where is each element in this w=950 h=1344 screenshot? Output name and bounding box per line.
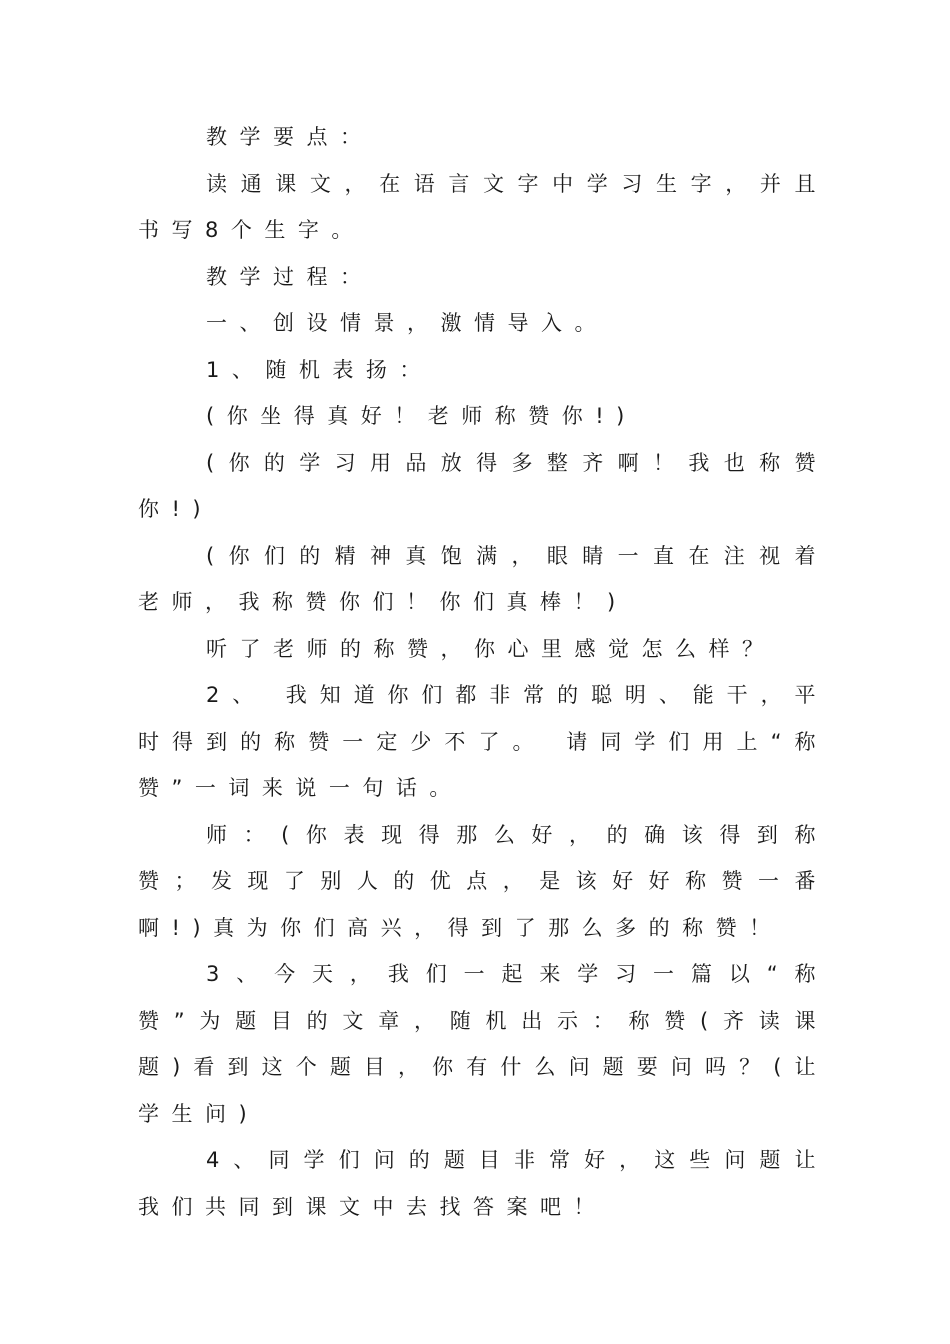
paragraph-teaching-points-content: 读通课文，在语言文字中学习生字，并且书写8个生字。 <box>138 171 828 242</box>
paragraph-step-3: 3、今天，我们一起来学习一篇以“称赞”为题目的文章，随机出示：称赞(齐读课题)看到这个题目，你有什么问题要问吗？(让学生问) <box>138 962 828 1126</box>
document-body <box>138 114 828 1230</box>
paragraph-step-1: 1、随机表扬： <box>206 357 433 382</box>
heading-teaching-process: 教学过程： <box>206 264 374 289</box>
heading-teaching-points: 教学要点： <box>206 125 374 149</box>
section-heading-introduction: 一、创设情景，激情导入。 <box>206 311 608 335</box>
paragraph-praise-1: (你坐得真好！老师称赞你!) <box>206 404 637 428</box>
paragraph-step-4: 4、同学们问的题目非常好，这些问题让我们共同到课文中去找答案吧！ <box>138 1148 828 1219</box>
paragraph-praise-3: (你们的精神真饱满，眼睛一直在注视着老师，我称赞你们！你们真棒！) <box>138 543 828 614</box>
paragraph-question-feeling: 听了老师的称赞，你心里感觉怎么样？ <box>206 636 776 661</box>
paragraph-praise-2: (你的学习用品放得多整齐啊！我也称赞你!) <box>138 450 828 521</box>
paragraph-step-2: 2、 我知道你们都非常的聪明、能干，平时得到的称赞一定少不了。 请同学们用上“称赞”一词来说一句话。 <box>138 683 828 800</box>
paragraph-teacher-response: 师：(你表现得那么好，的确该得到称赞；发现了别人的优点，是该好好称赞一番啊!)真为你们高兴，得到了那么多的称赞！ <box>138 822 828 940</box>
